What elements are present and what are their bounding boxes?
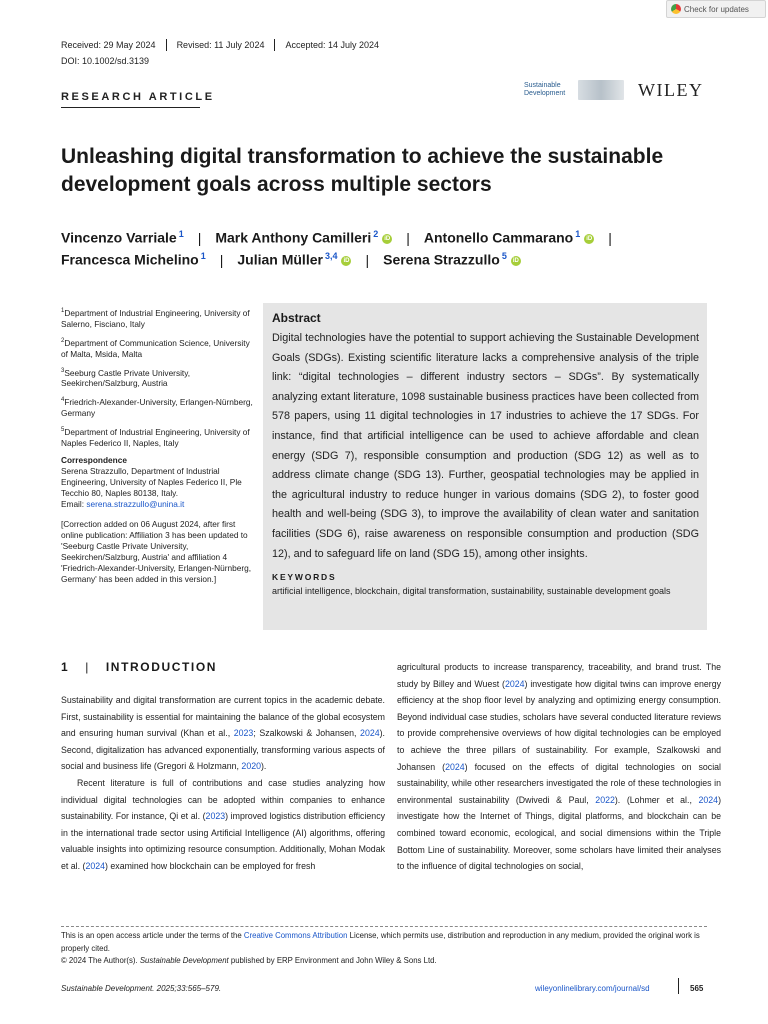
author-affiliation-sup: 1 — [575, 229, 581, 239]
author[interactable] — [215, 229, 392, 246]
section-title: INTRODUCTION — [105, 660, 218, 674]
received-date: Received: 29 May 2024 — [61, 40, 156, 50]
affiliation-text: Friedrich-Alexander-University, Erlangen-Nürnberg, Germany — [61, 397, 253, 419]
citation-link[interactable]: 2023 — [205, 811, 226, 822]
correspondence-email-line — [61, 499, 253, 510]
correction-note: [Correction added on 06 August 2024, after first online publication: Affiliation 3 has been updated to 'Seeburg Castle Private University, Seekirchen/Salzburg, Austria' and affiliation 4 'Friedrich-Alexander-University, Erlangen-Nürnberg, Germany' has been added in this version.] — [61, 518, 252, 584]
email-link[interactable]: serena.strazzullo@unina.it — [86, 498, 185, 509]
correspondence-heading: Correspondence — [61, 454, 127, 465]
doi: DOI: 10.1002/sd.3139 — [61, 56, 150, 66]
author[interactable] — [61, 251, 206, 268]
citation-link[interactable]: 2024 — [504, 678, 525, 689]
affiliation-item — [61, 425, 253, 449]
body-text: Recent literature is full of contributions and case studies analyzing how individual digital technologies can be adopted within companies to enhance sustainability. For instance, Qi et al. ( — [61, 777, 385, 822]
journal-logo — [524, 78, 628, 102]
citation-link[interactable]: 2020 — [241, 761, 261, 772]
affiliation-sup: 2 — [61, 337, 65, 344]
section-heading — [61, 660, 217, 674]
author-separator: | — [406, 229, 410, 246]
cc-license-link[interactable]: Creative Commons Attribution — [243, 931, 348, 940]
affiliation-item — [61, 366, 253, 390]
author-affiliation-sup: 1 — [178, 229, 184, 239]
author-name: Serena Strazzullo — [383, 251, 500, 268]
keywords-text: artificial intelligence, blockchain, digital transformation, sustainability, sustainable development goals — [272, 586, 671, 597]
author[interactable] — [424, 229, 594, 246]
affiliation-item — [61, 395, 253, 419]
journal-logo-image — [578, 80, 624, 100]
author-name: Vincenzo Varriale — [61, 229, 177, 246]
author-affiliation-sup: 5 — [501, 251, 507, 261]
body-text: ). Second, digitalization has advanced exponentially, transforming various aspects of social and business life (Gregori & Holzmann, — [61, 728, 385, 772]
author-affiliation-sup: 1 — [200, 251, 206, 261]
author[interactable] — [383, 251, 521, 268]
revised-date: Revised: 11 July 2024 — [166, 39, 275, 51]
citation-link[interactable]: 2024 — [360, 728, 380, 739]
body-text: ) investigate how the Internet of Things, digital platforms, and blockchain can be combined toward economic, ecological, and social dimensions within the Triple Bottom Line of sustainability. Moreover, some scholars have limited their analyses to the influence of digital technologies on social, — [397, 794, 722, 872]
affiliation-item — [61, 336, 253, 360]
check-for-updates-button[interactable] — [666, 0, 766, 18]
body-text: ). (Lohmer et al., — [614, 794, 699, 805]
abstract-box — [263, 303, 707, 630]
author-name: Antonello Cammarano — [423, 229, 574, 246]
author-affiliation-sup: 2 — [373, 229, 379, 239]
citation-link[interactable]: 2024 — [698, 794, 719, 805]
copyright-pre: © 2024 The Author(s). — [61, 956, 140, 965]
orcid-icon[interactable]: iD — [512, 257, 519, 264]
check-updates-label: Check for updates — [684, 4, 749, 14]
author-separator: | — [608, 229, 612, 246]
body-text: ). — [261, 761, 267, 772]
license-line — [61, 930, 707, 955]
accepted-date: Accepted: 14 July 2024 — [274, 39, 389, 51]
body-column-right — [397, 659, 721, 875]
affiliations — [61, 306, 253, 585]
article-type: RESEARCH ARTICLE — [61, 91, 215, 103]
license-footnote — [61, 930, 707, 968]
citation-link[interactable]: 2023 — [233, 728, 254, 739]
section-number: 1 — [61, 660, 70, 674]
publisher-logo: WILEY — [638, 80, 704, 100]
body-text: ) improved logistics distribution efficiency in the international trade sector using Artificial Intelligence (AI) algorithms, offering valuable insights into optimizing resource consumption. Additionally, Mohan Modak et al. ( — [61, 811, 385, 871]
affiliation-item — [61, 306, 253, 330]
body-column-left — [61, 692, 385, 875]
footnote-divider — [61, 926, 707, 927]
citation-link[interactable]: 2024 — [85, 860, 106, 871]
body-text: ) examined how blockchain can be employed for fresh — [105, 860, 316, 871]
license-text-pre: This is an open access article under the terms of the — [61, 931, 244, 940]
affiliation-sup: 5 — [61, 427, 65, 434]
affiliation-text: Seeburg Castle Private University, Seekirchen/Salzburg, Austria — [61, 367, 191, 389]
body-paragraph — [61, 775, 385, 875]
author-separator: | — [219, 251, 224, 268]
citation-link[interactable]: 2022 — [595, 794, 615, 805]
correspondence-text: Serena Strazzullo, Department of Industrial Engineering, University of Naples Federico II, Ple Tecchio 80, Naples 80138, Italy. — [61, 465, 242, 498]
keywords-heading: KEYWORDS — [272, 572, 337, 583]
crossmark-icon — [671, 4, 681, 14]
author-separator: | — [197, 229, 202, 246]
author[interactable] — [61, 229, 184, 246]
affiliation-sup: 1 — [61, 308, 65, 314]
body-paragraph — [61, 692, 385, 775]
body-text: ) investigate how digital twins can improve energy efficiency at the shop floor level by analyzing and optimizing energy consumption. Beyond individual case studies, scholars have several conducted literature reviews to provide comprehensive overviews of how digital technologies can be employed to achieve the three pillars of sustainability. For example, Szalkowski and Johansen ( — [397, 678, 721, 772]
body-text: ) focused on the effects of digital technologies on social sustainability, while other researchers investigated the role of these technologies in environmental sustainability (Dwivedi & Paul, — [397, 761, 722, 805]
affiliation-sup: 4 — [61, 397, 65, 404]
copyright-journal: Sustainable Development — [139, 956, 229, 965]
body-text: Sustainability and digital transformation are current topics in the academic debate. First, sustainability is essential for maintaining the balance of the global ecosystem and ensuring human survival (Khan et al., — [61, 695, 385, 739]
author[interactable] — [237, 251, 351, 268]
footer-divider — [678, 978, 679, 994]
affiliation-list — [61, 306, 253, 449]
article-dates — [61, 39, 389, 51]
citation-link[interactable]: 2024 — [445, 761, 465, 772]
page-number: 565 — [690, 984, 704, 993]
section-separator: | — [85, 660, 90, 674]
author-name: Julian Müller — [237, 251, 323, 268]
body-text: ; Szalkowski & Johansen, — [253, 728, 361, 739]
journal-logo-text: Sustainable Development — [524, 82, 566, 97]
email-label: Email: — [61, 498, 85, 509]
license-text-post: License, which permits use, distribution and reproduction in any medium, provided the original work is properly cited. — [61, 931, 700, 953]
author-affiliation-sup: 3,4 — [324, 251, 338, 261]
journal-url-link[interactable]: wileyonlinelibrary.com/journal/sd — [535, 984, 650, 993]
body-text: agricultural products to increase transparency, traceability, and brand trust. The study by Billey and Wuest ( — [397, 662, 721, 689]
affiliation-sup: 3 — [61, 367, 65, 374]
copyright-post: published by ERP Environment and John Wiley & Sons Ltd. — [228, 956, 437, 965]
orcid-icon[interactable]: iD — [586, 235, 593, 242]
article-type-rule — [61, 107, 200, 108]
abstract-heading: Abstract — [272, 311, 321, 325]
journal-citation: Sustainable Development. 2025;33:565–579. — [61, 984, 222, 993]
article-title: Unleashing digital transformation to achieve the sustainable development goals across multiple sectors — [61, 145, 664, 196]
body-paragraph — [397, 659, 721, 875]
author-separator: | — [365, 251, 370, 268]
abstract-text: Digital technologies have the potential to support achieving the Sustainable Development Goals (SDGs). Existing scientific literature lacks a comprehensive analysis of the triple link: “digital technologies – different industry sectors – SDGs”. By systematically analyzing extant literature, 1098 sustainable business practices have been collected from 578 papers, using 11 digital technologies in 17 industries to achieve the 17 SDGs. For instance, find that artificial intelligence can be used to achieve affordable and clean energy (SDG 7), responsible consumption and production (SDG 12) as well as to address climate change (SDG 13). Further, geospatial technologies may be applied in the agricultural industry to reduce hunger in various domains (SDG 2), to foster good health and well-being (SDG 3), to improve the availability of clean water and sanitation facilities (SDG 6), raise awareness on responsible consumption and production (SDG 12), and to safeguard life on land (SDG 15), among other insights. — [272, 332, 699, 560]
author-name: Mark Anthony Camilleri — [215, 229, 372, 246]
affiliation-text: Department of Industrial Engineering, University of Naples Federico II, Naples, Italy — [61, 426, 250, 448]
author-name: Francesca Michelino — [61, 251, 199, 268]
author-list-line-2 — [61, 251, 521, 268]
copyright-line — [61, 955, 707, 968]
orcid-icon[interactable]: iD — [384, 235, 391, 242]
affiliation-text: Department of Industrial Engineering, University of Salerno, Fisciano, Italy — [61, 307, 250, 329]
author-list-line-1 — [61, 229, 626, 246]
orcid-icon[interactable]: iD — [343, 257, 350, 264]
affiliation-text: Department of Communication Science, University of Malta, Msida, Malta — [61, 337, 250, 359]
